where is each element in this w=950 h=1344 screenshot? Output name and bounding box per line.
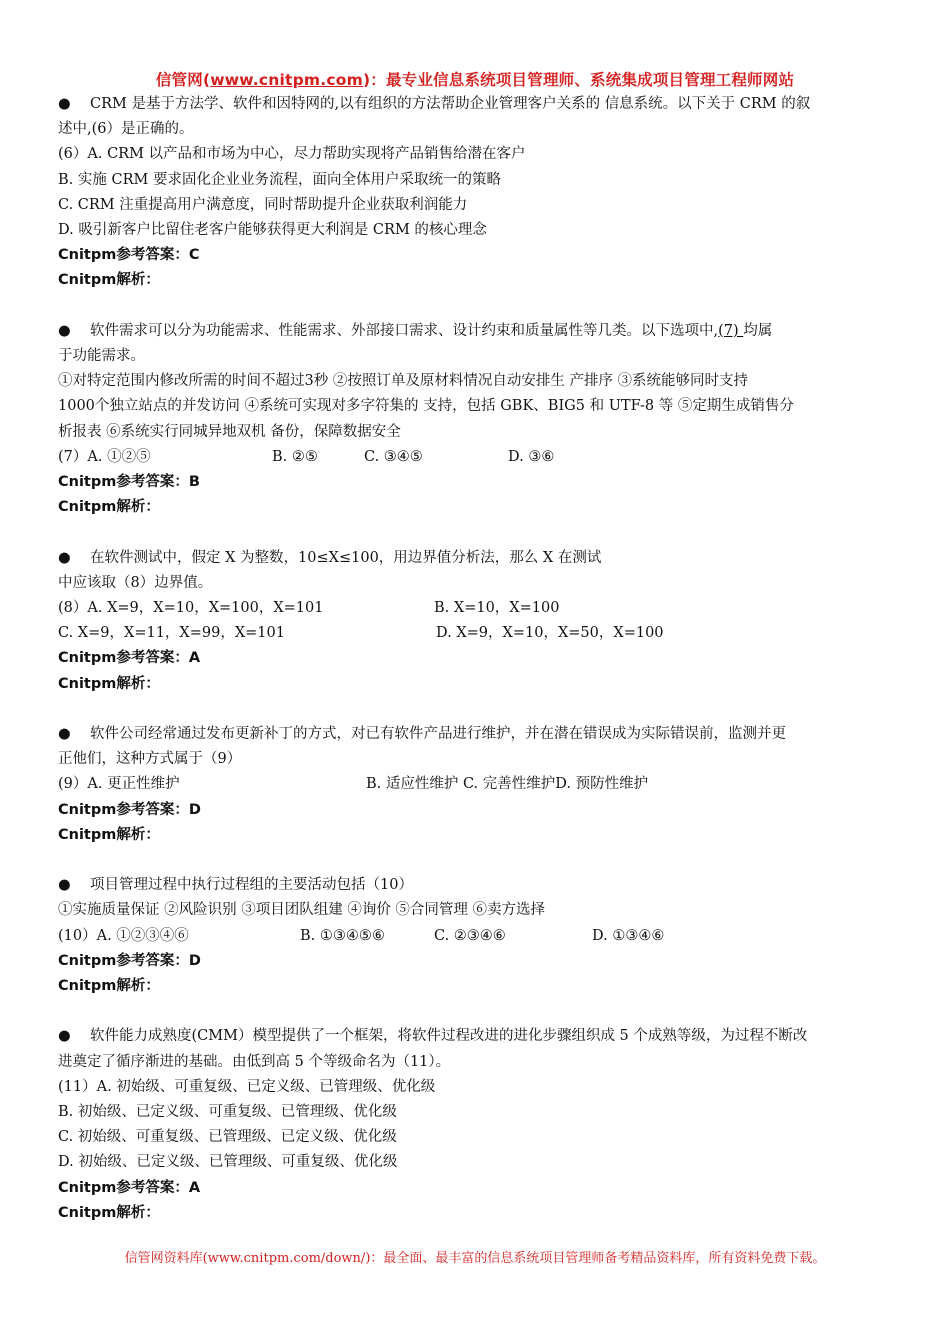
question-stem: ● 项目管理过程中执行过程组的主要活动包括（10） [58, 873, 896, 898]
option: C. 初始级、可重复级、已管理级、已定义级、优化级 [58, 1129, 397, 1146]
question-block [58, 722, 896, 848]
bullet-icon: ● [58, 1028, 71, 1045]
bullet-icon: ● [58, 549, 71, 566]
question-stem: 正他们，这种方式属于（9） [58, 751, 242, 768]
option: B. 实施 CRM 要求固化企业业务流程，面向全体用户采取统一的策略 [58, 171, 501, 188]
options-row [58, 772, 896, 797]
question-block [58, 92, 896, 294]
bullet-icon: ● [58, 726, 71, 743]
question-stem: 于功能需求。 [58, 348, 145, 365]
answer: Cnitpm参考答案：B [58, 474, 200, 491]
option: D. 初始级、已定义级、已管理级、可重复级、优化级 [58, 1154, 398, 1171]
analysis: Cnitpm解析： [58, 499, 160, 516]
option: B. ②⑤ [272, 448, 318, 465]
option: B. 适应性维护 C. 完善性维护D. 预防性维护 [366, 776, 649, 793]
requirement-item: 析报表 ⑥系统实行同城异地双机 备份，保障数据安全 [58, 423, 401, 440]
requirement-item: 1000个独立站点的并发访问 ④系统可实现对多字符集的 支持，包括 GBK、BIG5 和 UTF-8 等 ⑤定期生成销售分 [58, 398, 794, 415]
requirement-item: ①对特定范围内修改所需的时间不超过3秒 ②按照订单及原材料情况自动安排生 产排序 ③系统能够同时支持 [58, 373, 749, 390]
option: B. 初始级、已定义级、可重复级、已管理级、优化级 [58, 1104, 397, 1121]
analysis: Cnitpm解析： [58, 826, 160, 843]
question-stem: ● 软件公司经常通过发布更新补丁的方式，对已有软件产品进行维护，并在潜在错误成为实际错误前，监测并更 [58, 722, 896, 747]
answer: Cnitpm参考答案：D [58, 952, 201, 969]
bullet-icon: ● [58, 322, 71, 339]
option: C. ②③④⑥ [434, 927, 506, 944]
option: (10）A. ①②③④⑥ [58, 927, 189, 944]
question-stem: ● 软件需求可以分为功能需求、性能需求、外部接口需求、设计约束和质量属性等几类。以下选项中,(7) 均属 [58, 319, 896, 344]
question-block [58, 1024, 896, 1226]
question-stem: ● CRM 是基于方法学、软件和因特网的,以有组织的方法帮助企业管理客户关系的 信息系统。以下关于 CRM 的叙 [58, 92, 896, 117]
analysis: Cnitpm解析： [58, 675, 160, 692]
question-block [58, 873, 896, 999]
question-stem: ● 软件能力成熟度(CMM）模型提供了一个框架，将软件过程改进的进化步骤组织成 5 个成熟等级，为过程不断改 [58, 1024, 896, 1049]
options-row [58, 621, 896, 646]
question-stem: 进奠定了循序渐进的基础。由低到高 5 个等级命名为（11）。 [58, 1053, 451, 1070]
activity-items: ①实施质量保证 ②风险识别 ③项目团队组建 ④询价 ⑤合同管理 ⑥卖方选择 [58, 902, 546, 919]
answer: Cnitpm参考答案：D [58, 801, 201, 818]
option: (6）A. CRM 以产品和市场为中心，尽力帮助实现将产品销售给潜在客户 [58, 146, 526, 163]
option: B. ①③④⑤⑥ [300, 927, 385, 944]
option: C. CRM 注重提高用户满意度，同时帮助提升企业获取利润能力 [58, 196, 468, 213]
option: C. X=9，X=11，X=99，X=101 [58, 625, 285, 642]
options-row [58, 924, 896, 949]
option: D. ①③④⑥ [592, 927, 665, 944]
option: D. X=9，X=10，X=50，X=100 [436, 625, 664, 642]
option: D. 吸引新客户比留住老客户能够获得更大利润是 CRM 的核心理念 [58, 222, 487, 239]
answer: Cnitpm参考答案：A [58, 1179, 201, 1196]
question-block [58, 319, 896, 521]
header-suffix: )：最专业信息系统项目管理师、系统集成项目管理工程师网站 [362, 71, 795, 89]
question-block [58, 546, 896, 697]
answer: Cnitpm参考答案：C [58, 247, 200, 264]
option: (8）A. X=9，X=10，X=100，X=101 [58, 600, 324, 617]
answer: Cnitpm参考答案：A [58, 650, 201, 667]
option: D. ③⑥ [508, 448, 555, 465]
answer-blank: (7) [718, 322, 744, 339]
option: B. X=10，X=100 [434, 600, 560, 617]
option: (7）A. ①②⑤ [58, 448, 151, 465]
analysis: Cnitpm解析： [58, 272, 160, 289]
options-row [58, 596, 896, 621]
page-header [0, 68, 950, 90]
question-stem: 述中,(6）是正确的。 [58, 121, 194, 138]
bullet-icon: ● [58, 96, 71, 112]
option: C. ③④⑤ [364, 448, 423, 465]
option: (9）A. 更正性维护 [58, 776, 180, 793]
option: (11）A. 初始级、可重复级、已定义级、已管理级、优化级 [58, 1078, 436, 1095]
analysis: Cnitpm解析： [58, 978, 160, 995]
bullet-icon: ● [58, 877, 71, 894]
header-link[interactable]: www.cnitpm.com [210, 71, 363, 89]
options-row [58, 445, 896, 470]
question-stem: 中应该取（8）边界值。 [58, 574, 213, 591]
header-prefix: 信管网( [155, 71, 211, 89]
analysis: Cnitpm解析： [58, 1204, 160, 1221]
page-footer[interactable]: 信管网资料库(www.cnitpm.com/down/)：最全面、最丰富的信息系统项目管理师备考精品资料库，所有资料免费下载。 [124, 1251, 826, 1266]
question-stem: ● 在软件测试中，假定 X 为整数，10≤X≤100，用边界值分析法，那么 X 在测试 [58, 546, 896, 571]
question-list [58, 92, 896, 1226]
